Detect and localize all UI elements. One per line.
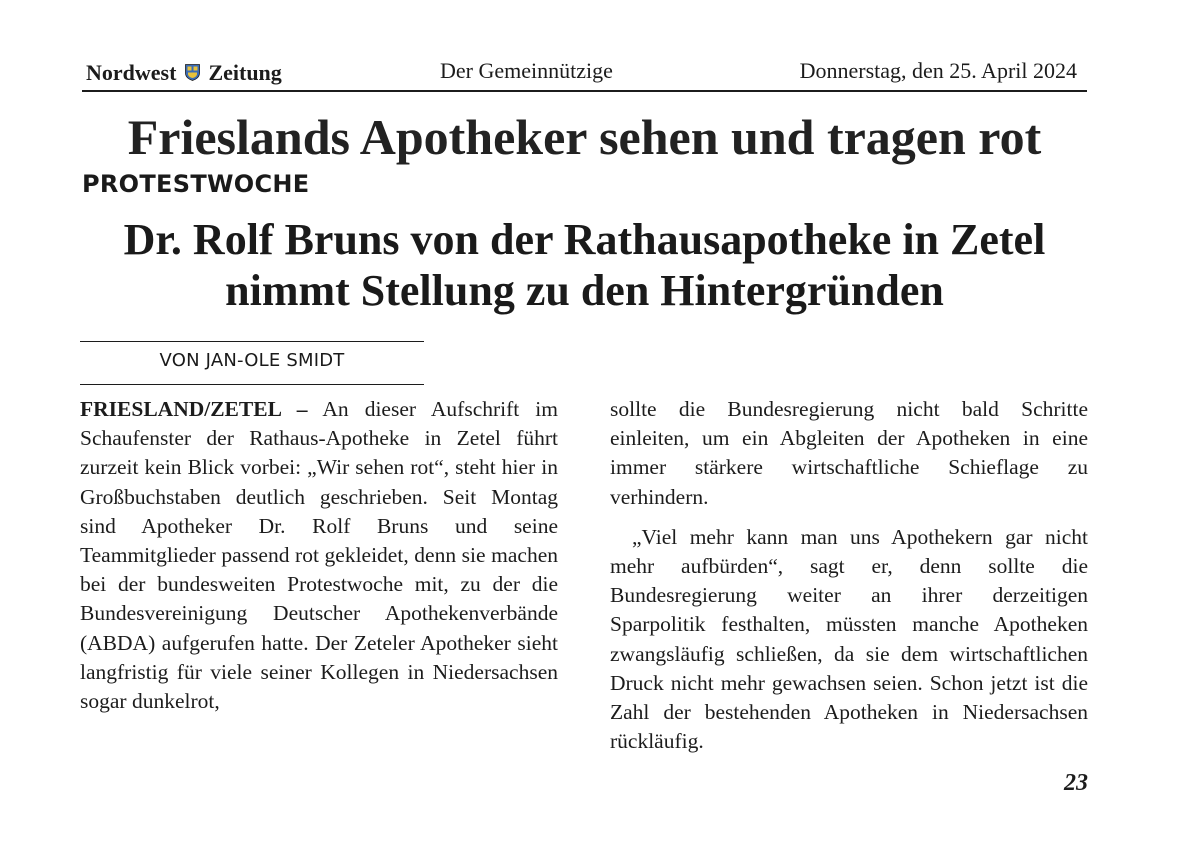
newspaper-name: [86, 58, 282, 86]
article-kicker: PROTESTWOCHE: [82, 170, 310, 198]
article-subheadline: Dr. Rolf Bruns von der Rathausapotheke in Zetel nimmt Stellung zu den Hintergründen: [123, 215, 1046, 315]
byline-rule-top: [80, 341, 424, 342]
article-column-right: [610, 395, 1088, 756]
masthead-divider: [82, 90, 1087, 92]
masthead: [82, 58, 1087, 90]
byline-rule-bottom: [80, 384, 424, 385]
section-name: Der Gemeinnützige: [440, 58, 613, 83]
article-paragraph: [80, 395, 558, 716]
coat-of-arms-icon: [185, 64, 200, 81]
article-paragraph: sollte die Bundesregierung nicht bald Schritte einleiten, um ein Abgleiten der Apotheken in eine immer stärkere wirtschaftliche Schieflage zu verhindern.: [610, 397, 1088, 509]
article-byline: VON JAN-OLE SMIDT: [159, 350, 345, 371]
article-dateline: FRIESLAND/ZETEL –: [80, 397, 308, 421]
newspaper-name-part1: Nordwest: [86, 59, 177, 85]
article-column-left: [80, 395, 558, 716]
article-headline: Frieslands Apotheker sehen und tragen rot: [127, 109, 1042, 165]
page-number: 23: [1064, 770, 1088, 796]
article-paragraph: „Viel mehr kann man uns Apothekern gar nicht mehr aufbürden“, sagt er, denn sollte die Bundesregierung weiter an ihrer derzeitigen Sparpolitik festhalten, müssten manche Apotheken zwangsläufig schließen, da sie dem wirtschaftlichen Druck nicht mehr gewachsen seien. Schon jetzt ist die Zahl der bestehenden Apotheken in Niedersachsen rückläufig.: [610, 524, 1088, 754]
article-text: An dieser Aufschrift im Schaufenster der Rathaus-Apotheke in Zetel führt zurzeit kein Blick vorbei: „Wir sehen rot“, steht hier in Großbuchstaben deutlich geschrieben. Seit Montag sind Apotheker Dr. Rolf Bruns und seine Teammitglieder passend rot gekleidet, denn sie machen bei der bundesweiten Protestwoche mit, zu der die Bundesvereinigung Deutscher Apothekenverbände (ABDA) aufgerufen hatte. Der Zeteler Apotheker sieht langfristig für viele seiner Kollegen in Niedersachsen sogar dunkelrot,: [80, 397, 558, 714]
issue-date: Donnerstag, den 25. April 2024: [799, 58, 1077, 83]
newspaper-name-part2: Zeitung: [208, 59, 282, 85]
